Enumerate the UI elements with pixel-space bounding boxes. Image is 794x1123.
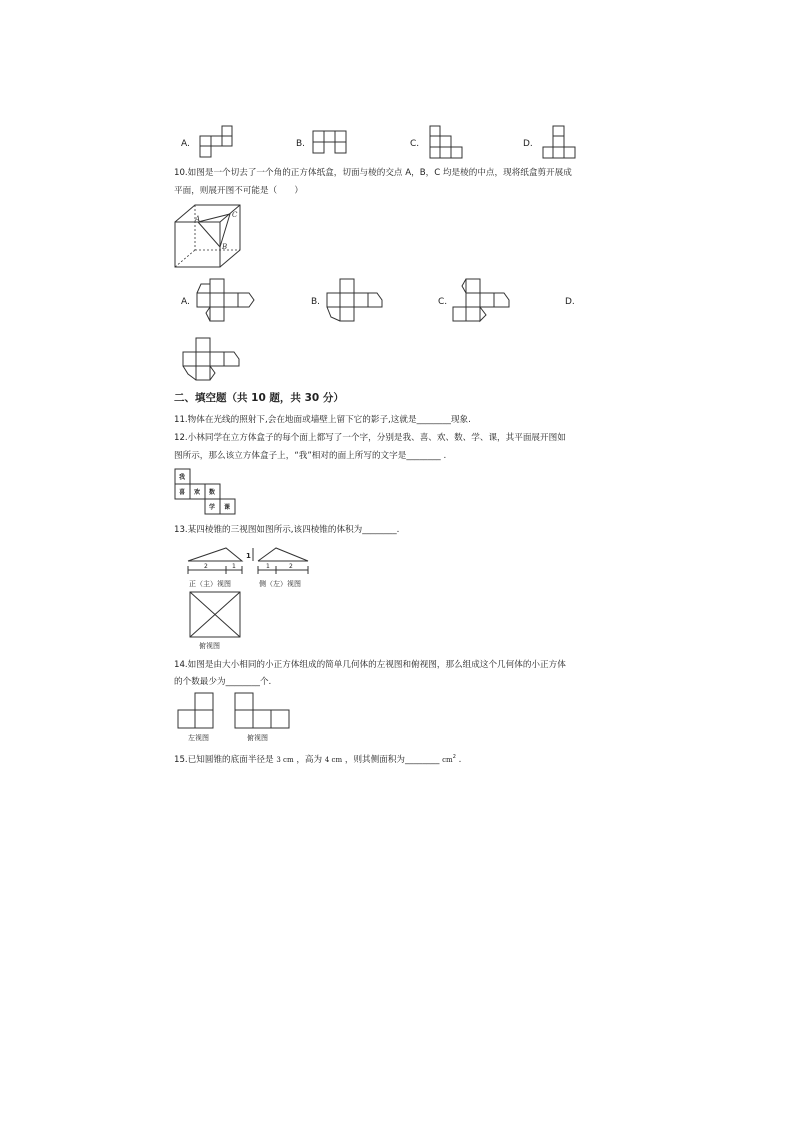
q12-text-line2: 图所示，那么该立方体盒子上，“我”相对的面上所写的文字是________ . (174, 451, 447, 461)
q10-option-b-label[interactable]: B. (311, 297, 321, 307)
dim-2-front: 2 (204, 563, 208, 570)
q15-text (174, 751, 461, 766)
q15-post: ，则其侧面积为________ (344, 754, 440, 765)
q14-text-line2: 的个数最少为________个. (174, 677, 272, 687)
q15-height: 4 cm (324, 755, 343, 764)
q10-option-c-label[interactable]: C. (438, 297, 448, 307)
net-char-wo: 我 (179, 474, 186, 481)
q9-option-a-label[interactable]: A. (181, 139, 190, 149)
q13-front-view-label: 正（主）视图 (189, 580, 231, 588)
q15-radius: 3 cm (276, 755, 294, 764)
q10-option-d-net (182, 338, 244, 384)
q15-mid: ，高为 (296, 754, 323, 765)
q13-side-view-label: 侧（左）视图 (259, 580, 301, 588)
dim-2-side: 2 (289, 563, 293, 570)
q13-text: 13.某四棱锥的三视图如图所示,该四棱锥的体积为________. (174, 525, 400, 535)
net-char-ke: 课 (224, 504, 231, 511)
dim-1-height: 1 (246, 552, 251, 560)
q10-cut-cube-figure (174, 203, 244, 269)
q14-text-line1: 14.如图是由大小相同的小正方体组成的简单几何体的左视图和俯视图，那么组成这个几何体的小正方体 (174, 660, 566, 670)
cube-label-a: A (195, 215, 201, 223)
q13-top-view-label: 俯视图 (199, 642, 220, 650)
cube-label-c: C (232, 211, 238, 219)
q9-option-b-net (313, 131, 347, 155)
q9-option-c-label[interactable]: C. (410, 139, 420, 149)
q11-text: 11.物体在光线的照射下,会在地面或墙壁上留下它的影子,这就是________现象. (174, 415, 471, 425)
q15-unit-sup: 2 (452, 754, 456, 760)
net-char-xi: 喜 (179, 489, 186, 496)
q10-option-a-net (196, 279, 258, 325)
q12-cube-net (175, 469, 239, 517)
q15-end: . (458, 754, 462, 765)
cube-label-b: B (222, 243, 228, 251)
q10-text-line2: 平面，则展开图不可能是（ ） (174, 186, 303, 196)
net-char-shu: 数 (209, 489, 216, 496)
q9-option-d-net (543, 126, 577, 160)
q9-option-d-label[interactable]: D. (523, 139, 533, 149)
q14-top-view-label: 俯视图 (247, 734, 268, 742)
q14-left-view (177, 692, 215, 730)
q14-left-view-label: 左视图 (188, 734, 209, 742)
dim-1-front: 1 (232, 563, 236, 570)
q15-unit: cm (442, 755, 453, 764)
q10-option-c-net (452, 279, 514, 325)
net-char-xue: 学 (209, 504, 216, 511)
dim-1-side: 1 (266, 563, 270, 570)
q15-pre: 15.已知圆锥的底面半径是 (174, 754, 274, 765)
q9-option-a-net (200, 126, 234, 160)
q10-option-b-net (326, 279, 388, 325)
q9-option-c-net (430, 126, 464, 160)
q13-three-views (186, 546, 316, 652)
q9-option-b-label[interactable]: B. (296, 139, 306, 149)
q14-top-view (234, 692, 292, 730)
q10-option-d-label[interactable]: D. (565, 297, 575, 307)
net-char-huan: 欢 (194, 489, 201, 496)
section-2-title: 二、填空题（共 10 题，共 30 分） (174, 392, 344, 404)
q10-option-a-label[interactable]: A. (181, 297, 190, 307)
q12-text-line1: 12.小林同学在立方体盒子的每个面上都写了一个字，分别是我、喜、欢、数、学、课，其平面展开图如 (174, 433, 566, 443)
q10-text-line1: 10.如图是一个切去了一个角的正方体纸盒，切面与棱的交点 A，B，C 均是棱的中点，现将纸盒剪开展成 (174, 168, 572, 178)
